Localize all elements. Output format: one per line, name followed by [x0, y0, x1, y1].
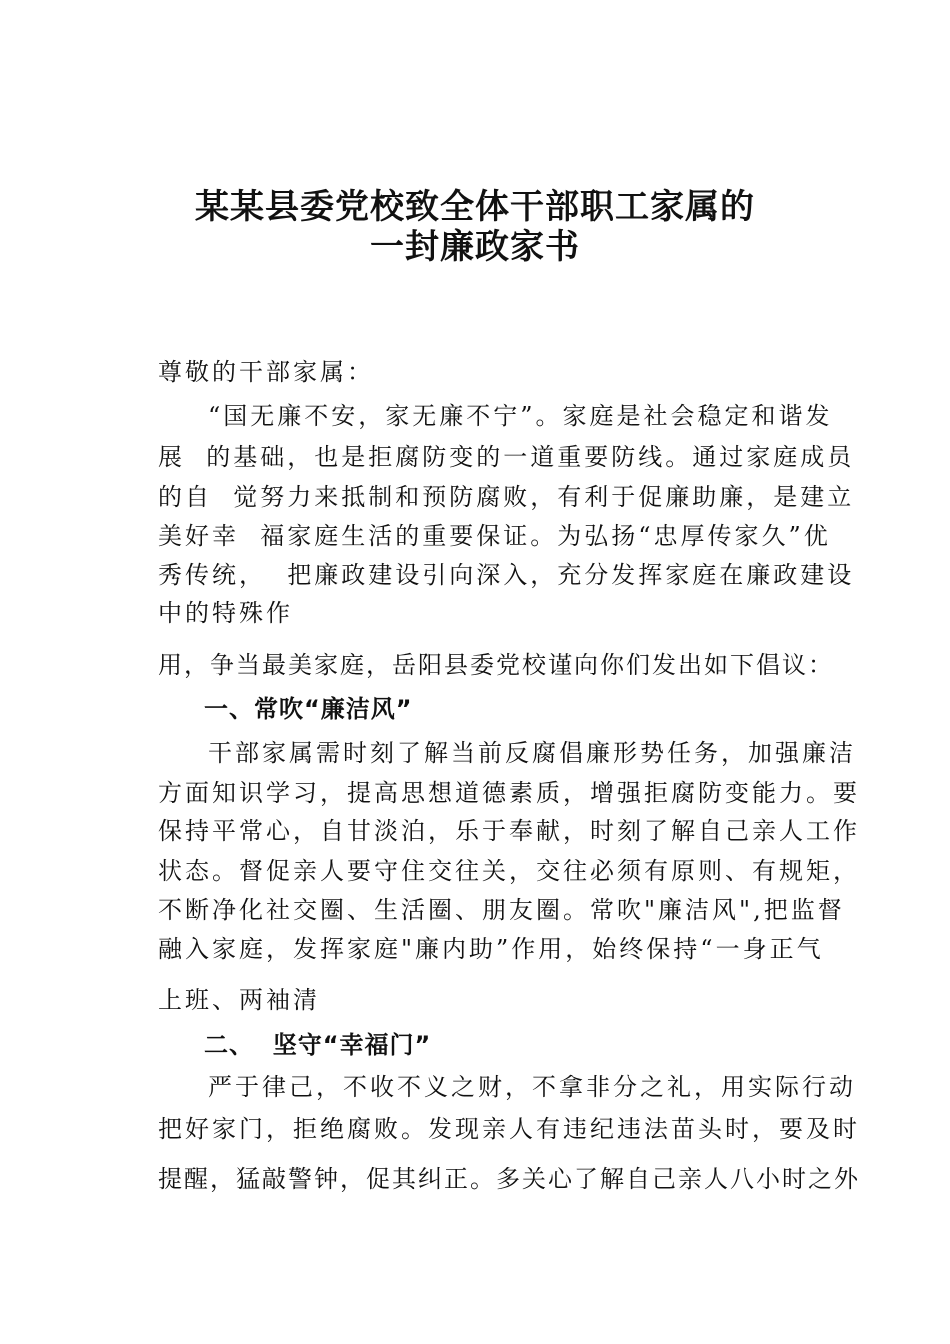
intro-line: 中的特殊作: [158, 599, 293, 627]
section-2-line: 把好家门，拒绝腐败。发现亲人有违纪违法苗头时，要及时: [158, 1115, 860, 1143]
section-1-line: 融入家庭，发挥家庭"廉内助”作用，始终保持“一身正气: [158, 935, 824, 963]
document-title-line-2: 一封廉政家书: [370, 227, 580, 267]
intro-line: 秀传统， 把廉政建设引向深入，充分发挥家庭在廉政建设: [158, 561, 855, 589]
intro-line: 美好幸 福家庭生活的重要保证。为弘扬“忠厚传家久”优: [158, 522, 831, 550]
section-1-line: 不断净化社交圈、生活圈、朋友圈。常吹"廉洁风",把监督: [158, 896, 845, 924]
salutation: 尊敬的干部家属：: [158, 358, 374, 386]
section-1-line: 保持平常心，自甘淡泊，乐于奉献，时刻了解自己亲人工作: [158, 817, 860, 845]
section-1-line: 干部家属需时刻了解当前反腐倡廉形势任务，加强廉洁: [208, 739, 856, 767]
intro-line: 用，争当最美家庭，岳阳县委党校谨向你们发出如下倡议：: [158, 651, 834, 679]
section-1-line: 上班、两袖清: [158, 986, 320, 1014]
section-1-line: 状态。督促亲人要守住交往关，交往必须有原则、有规矩，: [158, 857, 860, 885]
intro-line: “国无廉不安，家无廉不宁”。家庭是社会稳定和谐发: [208, 402, 833, 430]
section-2-line: 严于律己，不收不义之财，不拿非分之礼，用实际行动: [208, 1073, 856, 1101]
intro-line: 展 的基础，也是拒腐防变的一道重要防线。通过家庭成员: [158, 443, 855, 471]
section-1-heading: 一、常吹“廉洁风”: [204, 695, 413, 723]
section-2-line: 提醒，猛敲警钟，促其纠正。多关心了解自己亲人八小时之外: [158, 1165, 860, 1193]
section-2-heading: 二、 坚守“幸福门”: [204, 1031, 432, 1059]
intro-line: 的自 觉努力来抵制和预防腐败，有利于促廉助廉，是建立: [158, 483, 855, 511]
document-title-line-1: 某某县委党校致全体干部职工家属的: [195, 187, 755, 227]
section-1-line: 方面知识学习，提高思想道德素质，增强拒腐防变能力。要: [158, 779, 860, 807]
